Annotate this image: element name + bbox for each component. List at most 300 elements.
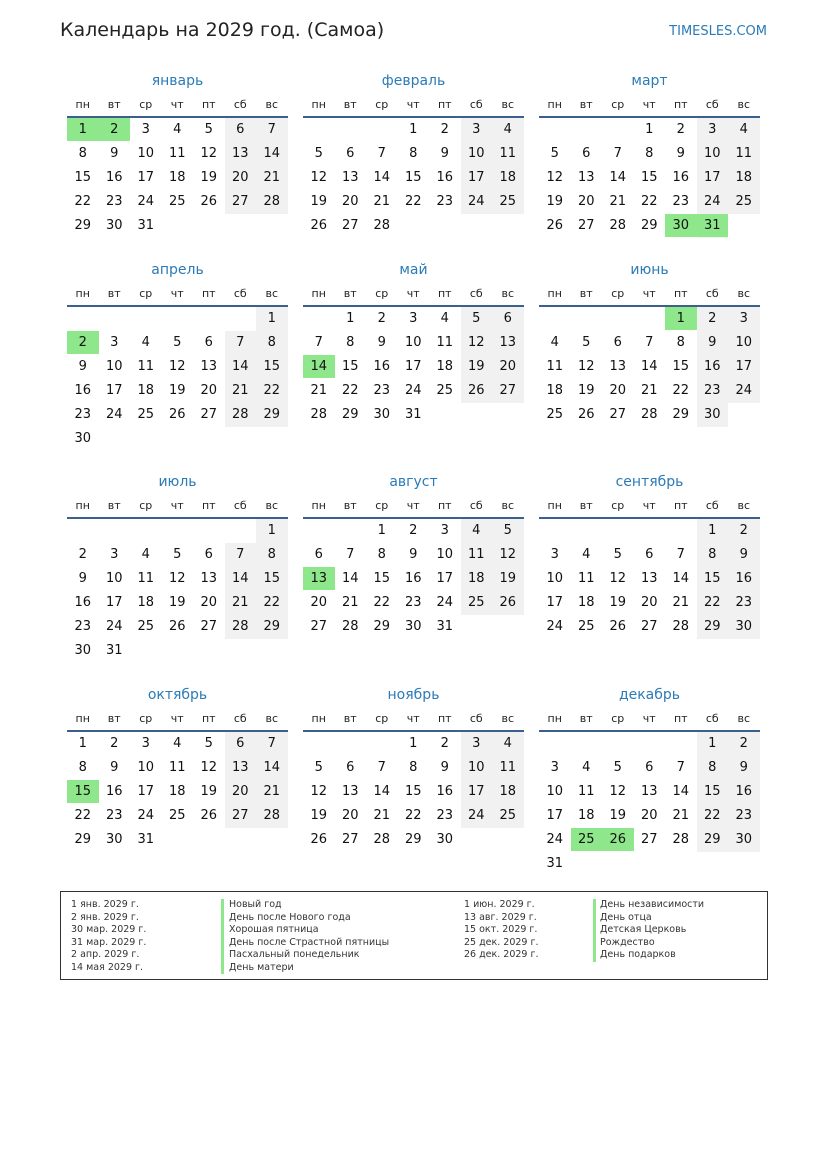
day-cell: 4 (173, 122, 182, 137)
day-cell: 16 (373, 359, 391, 374)
day-cell: 31 (137, 832, 155, 847)
day-cell: 14 (263, 760, 281, 775)
day-cell: 7 (377, 146, 386, 161)
day-cell: 2 (78, 547, 87, 562)
day-cell: 14 (609, 170, 627, 185)
day-cell: 5 (173, 335, 182, 350)
day-cell: 4 (472, 523, 481, 538)
day-cell: 12 (499, 547, 517, 562)
day-cell: 20 (200, 383, 218, 398)
holiday-name: День после Страстной пятницы (229, 936, 390, 948)
holiday-date: 25 дек. 2029 г. (464, 936, 539, 948)
day-cell: 28 (310, 407, 328, 422)
day-cell: 23 (74, 407, 92, 422)
day-cell: 10 (105, 359, 123, 374)
weekday-label: пн (75, 98, 90, 111)
day-cell: 8 (645, 146, 654, 161)
day-cell: 19 (609, 595, 627, 610)
day-cell: 11 (577, 571, 595, 586)
weekday-label: пт (201, 499, 216, 512)
day-cell: 10 (137, 760, 155, 775)
day-cell: 9 (440, 760, 449, 775)
day-cell: 8 (267, 547, 276, 562)
day-cell: 10 (703, 146, 721, 161)
day-cell: 28 (373, 832, 391, 847)
month-name: апрель (151, 262, 204, 278)
day-cell: 8 (377, 547, 386, 562)
day-cell: 10 (105, 571, 123, 586)
weekday-label: вт (343, 712, 357, 725)
day-cell: 14 (373, 784, 391, 799)
weekday-label: пт (437, 499, 452, 512)
day-cell: 7 (236, 547, 245, 562)
day-cell: 9 (110, 760, 119, 775)
day-cell: 12 (546, 170, 564, 185)
weekday-label: ср (139, 712, 153, 725)
day-cell: 10 (467, 760, 485, 775)
day-cell: 15 (263, 571, 281, 586)
day-cell: 16 (105, 170, 123, 185)
day-cell: 6 (236, 122, 245, 137)
holiday-name: День матери (229, 961, 294, 973)
day-cell: 8 (409, 146, 418, 161)
month-name: сентябрь (615, 474, 684, 490)
day-cell: 10 (404, 335, 422, 350)
weekday-label: вт (107, 287, 121, 300)
month-name: декабрь (618, 687, 681, 703)
day-cell: 14 (640, 359, 658, 374)
day-cell: 5 (503, 523, 512, 538)
day-cell: 6 (346, 760, 355, 775)
weekday-label: пт (201, 98, 216, 111)
day-cell: 1 (708, 736, 717, 751)
weekday-label: сб (233, 287, 247, 300)
weekday-label: вс (501, 712, 515, 725)
weekday-label: ср (375, 98, 389, 111)
day-cell: 28 (341, 619, 359, 634)
weekday-label: чт (406, 499, 420, 512)
holiday-name: Новый год (229, 899, 282, 910)
day-cell: 14 (231, 571, 249, 586)
weekday-label: пт (201, 712, 216, 725)
day-cell: 7 (377, 760, 386, 775)
weekday-label: чт (642, 712, 656, 725)
day-cell: 16 (74, 595, 92, 610)
day-cell: 10 (546, 784, 564, 799)
site-link[interactable]: TIMESLES.COM (669, 24, 767, 39)
day-cell: 3 (739, 311, 748, 326)
day-cell: 28 (231, 407, 249, 422)
day-cell: 13 (499, 335, 517, 350)
day-cell: 27 (640, 832, 658, 847)
day-cell: 3 (409, 311, 418, 326)
day-cell: 11 (168, 760, 186, 775)
weekday-label: ср (611, 712, 625, 725)
day-cell: 18 (436, 359, 454, 374)
day-cell: 9 (676, 146, 685, 161)
month-7 (67, 474, 288, 664)
day-cell: 26 (200, 808, 218, 823)
weekday-label: сб (705, 712, 719, 725)
day-cell: 16 (735, 784, 753, 799)
month-5 (303, 262, 524, 452)
day-cell: 24 (105, 619, 123, 634)
day-cell: 7 (236, 335, 245, 350)
day-cell: 27 (341, 832, 359, 847)
day-cell: 4 (503, 736, 512, 751)
weekday-label: вт (343, 287, 357, 300)
weekday-label: пн (311, 712, 326, 725)
day-cell: 18 (499, 784, 517, 799)
day-cell: 26 (200, 194, 218, 209)
day-cell: 31 (404, 407, 422, 422)
month-name: июль (158, 474, 197, 490)
day-cell: 24 (137, 808, 155, 823)
day-cell: 22 (341, 383, 359, 398)
day-cell: 21 (373, 194, 391, 209)
day-cell: 19 (609, 808, 627, 823)
day-cell: 1 (645, 122, 654, 137)
weekday-label: вс (265, 499, 279, 512)
weekday-label: вт (579, 98, 593, 111)
month-12 (539, 687, 760, 877)
day-cell: 8 (78, 760, 87, 775)
day-cell: 7 (267, 736, 276, 751)
day-cell: 23 (373, 383, 391, 398)
day-cell: 11 (577, 784, 595, 799)
holiday-date: 15 окт. 2029 г. (464, 924, 538, 935)
holiday-date: 1 янв. 2029 г. (71, 899, 139, 910)
day-cell: 25 (168, 808, 186, 823)
day-cell: 14 (672, 571, 690, 586)
day-cell: 3 (550, 760, 559, 775)
day-cell: 7 (267, 122, 276, 137)
weekday-label: чт (406, 712, 420, 725)
day-cell: 18 (168, 170, 186, 185)
day-cell: 2 (739, 736, 748, 751)
day-cell: 28 (231, 619, 249, 634)
day-cell: 29 (263, 619, 281, 634)
weekday-label: ср (611, 287, 625, 300)
day-cell: 26 (467, 383, 485, 398)
weekday-label: вт (107, 712, 121, 725)
day-cell: 18 (546, 383, 564, 398)
day-cell: 11 (499, 146, 517, 161)
month-name: август (389, 474, 438, 490)
day-cell: 28 (640, 407, 658, 422)
day-cell: 22 (74, 808, 92, 823)
day-cell: 27 (609, 407, 627, 422)
day-cell: 6 (503, 311, 512, 326)
day-cell: 19 (168, 595, 186, 610)
day-cell: 11 (499, 760, 517, 775)
holiday-name: Рождество (600, 936, 655, 948)
weekday-label: сб (469, 499, 483, 512)
day-cell: 3 (472, 736, 481, 751)
day-cell: 27 (310, 619, 328, 634)
month-name: октябрь (147, 687, 208, 703)
day-cell: 25 (168, 194, 186, 209)
day-cell: 26 (609, 619, 627, 634)
day-cell: 17 (137, 170, 155, 185)
day-cell: 29 (672, 407, 690, 422)
day-cell: 4 (141, 547, 150, 562)
day-cell: 27 (577, 218, 595, 233)
day-cell: 22 (703, 808, 721, 823)
day-cell: 3 (708, 122, 717, 137)
day-cell: 30 (703, 407, 721, 422)
holiday-name: Пасхальный понедельник (229, 949, 360, 960)
day-cell: 4 (503, 122, 512, 137)
day-cell: 10 (137, 146, 155, 161)
legend-right-names (600, 899, 704, 962)
month-6 (539, 262, 760, 452)
weekday-label: чт (170, 499, 184, 512)
weekday-label: ср (611, 98, 625, 111)
day-cell: 25 (499, 194, 517, 209)
day-cell: 2 (440, 736, 449, 751)
day-cell: 23 (436, 194, 454, 209)
day-cell: 11 (467, 547, 485, 562)
day-cell: 15 (74, 170, 92, 185)
holiday-day: 14 (303, 355, 335, 378)
day-cell: 28 (672, 619, 690, 634)
weekday-label: ср (375, 499, 389, 512)
day-cell: 11 (546, 359, 564, 374)
day-cell: 30 (373, 407, 391, 422)
day-cell: 23 (436, 808, 454, 823)
day-cell: 15 (263, 359, 281, 374)
weekday-label: ср (139, 287, 153, 300)
holiday-date: 13 авг. 2029 г. (464, 911, 537, 923)
day-cell: 12 (467, 335, 485, 350)
day-cell: 2 (676, 122, 685, 137)
day-cell: 9 (739, 547, 748, 562)
holiday-legend (60, 891, 768, 980)
day-cell: 25 (467, 595, 485, 610)
holiday-date: 31 мар. 2029 г. (71, 936, 147, 948)
day-cell: 26 (499, 595, 517, 610)
day-cell: 30 (436, 832, 454, 847)
day-cell: 6 (645, 547, 654, 562)
day-cell: 12 (577, 359, 595, 374)
day-cell: 1 (267, 523, 276, 538)
day-cell: 21 (341, 595, 359, 610)
weekday-label: пн (547, 712, 562, 725)
day-cell: 2 (409, 523, 418, 538)
day-cell: 4 (550, 335, 559, 350)
day-cell: 24 (546, 832, 564, 847)
weekday-label: вс (265, 712, 279, 725)
weekday-label: вс (737, 287, 751, 300)
day-cell: 9 (78, 571, 87, 586)
holiday-day: 30 (665, 214, 697, 237)
day-cell: 31 (137, 218, 155, 233)
day-cell: 19 (310, 194, 328, 209)
day-cell: 20 (231, 784, 249, 799)
legend-left-dates (71, 899, 146, 974)
day-cell: 23 (404, 595, 422, 610)
day-cell: 28 (263, 194, 281, 209)
day-cell: 20 (341, 194, 359, 209)
page-title: Календарь на 2029 год. (Самоа) (60, 19, 385, 41)
day-cell: 24 (546, 619, 564, 634)
holiday-color-bar (221, 899, 224, 974)
day-cell: 8 (708, 547, 717, 562)
day-cell: 26 (546, 218, 564, 233)
day-cell: 11 (137, 571, 155, 586)
day-cell: 5 (550, 146, 559, 161)
day-cell: 16 (672, 170, 690, 185)
day-cell: 17 (546, 595, 564, 610)
day-cell: 14 (231, 359, 249, 374)
legend-left-names (229, 899, 389, 974)
day-cell: 9 (739, 760, 748, 775)
day-cell: 26 (168, 619, 186, 634)
day-cell: 18 (168, 784, 186, 799)
month-name: февраль (381, 73, 446, 89)
weekday-label: ср (611, 499, 625, 512)
day-cell: 28 (263, 808, 281, 823)
day-cell: 23 (703, 383, 721, 398)
month-name: июнь (630, 262, 669, 278)
day-cell: 9 (110, 146, 119, 161)
weekday-label: вт (107, 98, 121, 111)
day-cell: 15 (703, 571, 721, 586)
day-cell: 20 (499, 359, 517, 374)
month-name: январь (151, 73, 204, 89)
day-cell: 21 (310, 383, 328, 398)
day-cell: 13 (640, 571, 658, 586)
holiday-day: 2 (99, 118, 131, 141)
day-cell: 11 (168, 146, 186, 161)
day-cell: 19 (310, 808, 328, 823)
weekday-label: сб (233, 499, 247, 512)
day-cell: 23 (672, 194, 690, 209)
day-cell: 20 (200, 595, 218, 610)
weekday-label: вт (579, 499, 593, 512)
day-cell: 13 (200, 359, 218, 374)
day-cell: 13 (609, 359, 627, 374)
weekday-label: вт (579, 287, 593, 300)
day-cell: 13 (231, 760, 249, 775)
day-cell: 22 (74, 194, 92, 209)
header-divider (67, 517, 288, 519)
day-cell: 27 (231, 194, 249, 209)
holiday-name: День подарков (600, 949, 676, 960)
day-cell: 15 (373, 571, 391, 586)
day-cell: 10 (436, 547, 454, 562)
weekday-label: вт (343, 98, 357, 111)
day-cell: 2 (708, 311, 717, 326)
day-cell: 5 (314, 760, 323, 775)
day-cell: 18 (577, 595, 595, 610)
month-10 (67, 687, 288, 877)
day-cell: 25 (546, 407, 564, 422)
holiday-name: Детская Церковь (600, 924, 687, 935)
day-cell: 12 (609, 784, 627, 799)
weekday-label: пн (547, 287, 562, 300)
month-4 (67, 262, 288, 452)
weekday-label: чт (406, 287, 420, 300)
day-cell: 6 (613, 335, 622, 350)
month-2 (303, 73, 524, 263)
day-cell: 20 (640, 595, 658, 610)
weekday-label: пт (437, 98, 452, 111)
day-cell: 19 (546, 194, 564, 209)
day-cell: 18 (137, 383, 155, 398)
day-cell: 29 (341, 407, 359, 422)
day-cell: 12 (200, 760, 218, 775)
day-cell: 19 (168, 383, 186, 398)
weekday-label: сб (469, 98, 483, 111)
day-cell: 16 (404, 571, 422, 586)
day-cell: 8 (78, 146, 87, 161)
day-cell: 17 (436, 571, 454, 586)
weekday-label: пт (673, 98, 688, 111)
day-cell: 30 (735, 619, 753, 634)
weekday-label: ср (375, 712, 389, 725)
holiday-name: День отца (600, 911, 652, 923)
day-cell: 4 (582, 760, 591, 775)
day-cell: 23 (105, 194, 123, 209)
day-cell: 27 (200, 407, 218, 422)
day-cell: 6 (236, 736, 245, 751)
day-cell: 21 (263, 784, 281, 799)
day-cell: 30 (735, 832, 753, 847)
day-cell: 11 (735, 146, 753, 161)
day-cell: 29 (404, 832, 422, 847)
day-cell: 22 (672, 383, 690, 398)
weekday-label: сб (233, 98, 247, 111)
day-cell: 25 (137, 407, 155, 422)
day-cell: 25 (499, 808, 517, 823)
month-3 (539, 73, 760, 263)
day-cell: 4 (141, 335, 150, 350)
holiday-date: 2 апр. 2029 г. (71, 949, 140, 960)
day-cell: 24 (404, 383, 422, 398)
weekday-label: пт (437, 287, 452, 300)
day-cell: 1 (409, 736, 418, 751)
day-cell: 24 (735, 383, 753, 398)
day-cell: 16 (74, 383, 92, 398)
day-cell: 24 (105, 407, 123, 422)
day-cell: 9 (409, 547, 418, 562)
day-cell: 15 (703, 784, 721, 799)
day-cell: 17 (467, 170, 485, 185)
day-cell: 23 (74, 619, 92, 634)
day-cell: 25 (137, 619, 155, 634)
day-cell: 6 (204, 547, 213, 562)
day-cell: 23 (735, 595, 753, 610)
month-11 (303, 687, 524, 877)
weekday-label: вс (501, 98, 515, 111)
day-cell: 20 (609, 383, 627, 398)
day-cell: 18 (499, 170, 517, 185)
day-cell: 5 (204, 122, 213, 137)
day-cell: 3 (440, 523, 449, 538)
day-cell: 20 (231, 170, 249, 185)
day-cell: 15 (404, 784, 422, 799)
day-cell: 10 (546, 571, 564, 586)
holiday-name: День после Нового года (229, 911, 351, 923)
day-cell: 18 (137, 595, 155, 610)
weekday-label: чт (642, 499, 656, 512)
day-cell: 6 (346, 146, 355, 161)
day-cell: 5 (314, 146, 323, 161)
day-cell: 21 (609, 194, 627, 209)
day-cell: 30 (404, 619, 422, 634)
